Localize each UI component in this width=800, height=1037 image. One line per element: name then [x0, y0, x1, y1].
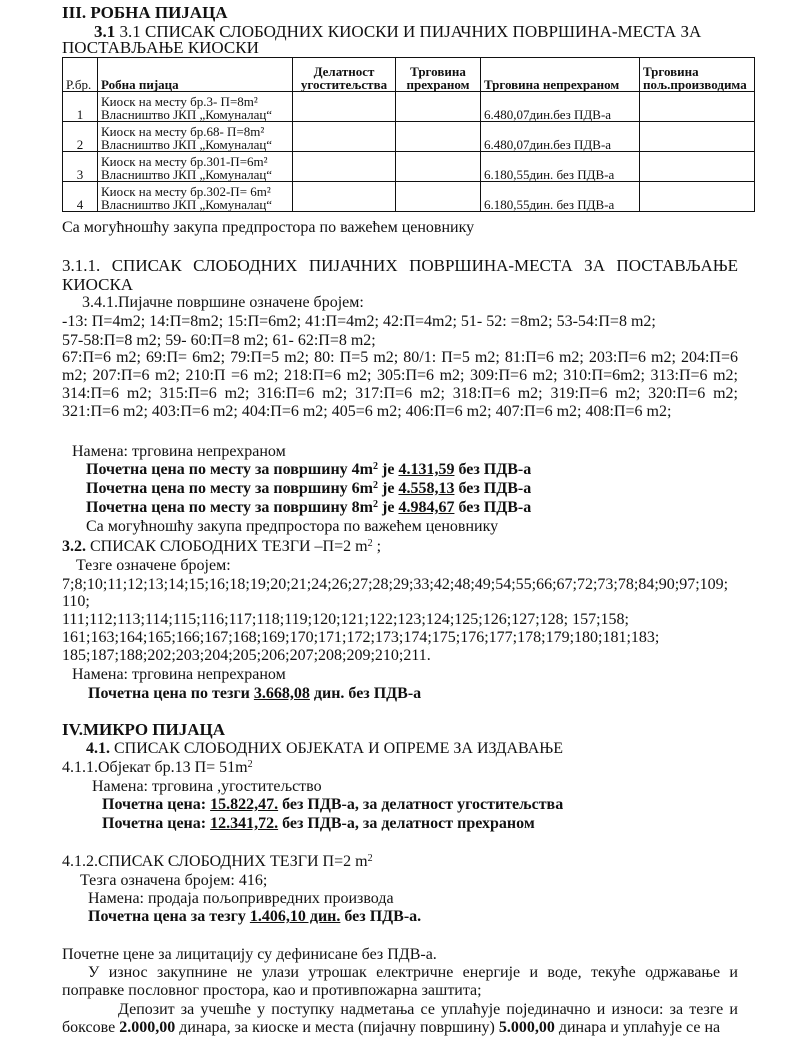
header-agri-trade: Трговина пољ.производима: [640, 58, 755, 92]
section-32-exp: 2: [367, 538, 373, 549]
purpose-agri: Намена: продаја пољопривредних производа: [88, 890, 394, 907]
section-412-text: 4.1.2.СПИСАК СЛОБОДНИХ ТЕЗГИ П=2 m: [62, 853, 368, 870]
price-food-value: 12.341,72.: [210, 815, 279, 832]
object-13-text: 4.1.1.Објекат бр.13 П= 51m: [62, 759, 248, 776]
price-6m2-suffix: без ПДВ-а: [454, 480, 532, 497]
section-412-title: [62, 852, 373, 871]
table-row: [63, 92, 755, 122]
paragraph-rent-line2: поправке пословног простора, као и противпожарна заштита;: [62, 982, 482, 999]
object-13: [62, 758, 253, 777]
deposit-text-3: динара и уплаћује се на: [554, 1019, 721, 1036]
row-cell-empty: [293, 182, 396, 212]
price-per-stall-value: 3.668,08: [253, 685, 310, 702]
row-cell-empty: [640, 152, 755, 182]
row-cell-empty: [293, 92, 396, 122]
section-32-text: СПИСАК СЛОБОДНИХ ТЕЗГИ –П=2 m: [90, 538, 368, 555]
stall-numbers-line: 110;: [62, 593, 90, 610]
header-catering: Делатност угоститељства: [293, 58, 396, 92]
price-8m2-value: 4.984,67: [398, 499, 455, 516]
price-catering-suffix: без ПДВ-а, за делатност угоститељства: [278, 796, 564, 813]
price-6m2-label: Почетна цена по месту за површину 6m: [86, 480, 373, 497]
section-31-title-line2: ПОСТАВЉАЊЕ КИОСКИ: [62, 38, 259, 57]
price-4m2-exp: 2: [373, 461, 378, 472]
section-412-exp: 2: [367, 853, 373, 864]
row-kiosk: Киоск на месту бр.3- П=8m²: [101, 94, 258, 109]
paragraph-deposit-line1: Депозит за учешће у поступку надметања се уплаћује појединачно и износи: за тезге и: [118, 1001, 738, 1018]
row-cell-empty: [396, 152, 481, 182]
row-cell-empty: [396, 182, 481, 212]
price-6m2-value: 4.558,13: [398, 480, 455, 497]
price-8m2-exp: 2: [373, 499, 378, 510]
row-cell-empty: [640, 92, 755, 122]
price-stall-agri: [88, 907, 421, 926]
table-header-row: [63, 58, 755, 92]
row-cell-empty: [640, 122, 755, 152]
section-311-title-line1: 3.1.1. СПИСАК СЛОБОДНИХ ПИЈАЧНИХ ПОВРШИНА-МЕСТА ЗА ПОСТАВЉАЊЕ: [62, 256, 738, 275]
row-num: 1: [63, 92, 98, 122]
price-4m2-label: Почетна цена по месту за површину 4m: [86, 461, 373, 478]
section-311-title-line2: КИОСКА: [62, 275, 134, 294]
section-32-number: 3.2.: [62, 538, 90, 555]
deposit-kiosk-amount: 5.000,00: [498, 1019, 555, 1036]
section-41-title: [86, 739, 563, 758]
price-8m2: [86, 498, 531, 517]
area-line: 314:П=6 m2; 315:П=6 m2; 316:П=6 m2; 317:П=6 m2; 318:П=6 m2; 319:П=6 m2; 320:П=6 m2;: [62, 385, 738, 402]
row-num: 4: [63, 182, 98, 212]
row-price: 6.180,55дин. без ПДВ-а: [481, 182, 640, 212]
section-3-title: III. РОБНА ПИЈАЦА: [62, 3, 228, 22]
purpose-nonfood: Намена: трговина непрехраном: [72, 443, 286, 460]
price-food-suffix: без ПДВ-а, за делатност прехраном: [278, 815, 535, 832]
deposit-text-1: боксове: [62, 1019, 120, 1036]
purpose-trade-catering: Намена: трговина ,угоститељство: [92, 778, 322, 795]
row-price: 6.480,07дин.без ПДВ-а: [481, 92, 640, 122]
price-stall-agri-suffix: без ПДВ-а.: [340, 908, 422, 925]
stalls-label: Тезге означене бројем:: [76, 557, 231, 574]
row-cell-empty: [396, 122, 481, 152]
price-stall-agri-value: 1.406,10 дин.: [249, 908, 341, 925]
kiosk-table: [62, 57, 755, 212]
section-41-text: СПИСАК СЛОБОДНИХ ОБЈЕКАТА И ОПРЕМЕ ЗА ИЗДАВАЊЕ: [114, 740, 563, 757]
stall-numbers-line: 161;163;164;165;166;167;168;169;170;171;172;173;174;175;176;177;178;179;180;181;183;: [62, 629, 660, 646]
deposit-stalls-amount: 2.000,00: [119, 1019, 176, 1036]
stall-numbers-line: 185;187;188;202;203;204;205;206;207;208;209;210;211.: [62, 647, 431, 664]
row-cell-empty: [293, 122, 396, 152]
row-cell-empty: [640, 182, 755, 212]
price-food: [102, 814, 535, 833]
row-price: 6.480,07дин.без ПДВ-а: [481, 122, 640, 152]
row-owner: Власништво ЈКП „Комуналац“: [101, 197, 273, 212]
forecourt-note: Са могућношћу закупа предпростора по важећем ценовнику: [86, 518, 499, 535]
header-num: Р.бр.: [63, 58, 98, 92]
row-num: 2: [63, 122, 98, 152]
paragraph-prices-note: Почетне цене за лицитацију су дефинисане без ПДВ-а.: [62, 946, 437, 963]
section-31-title-line1: 3.1 3.1 СПИСАК СЛОБОДНИХ КИОСКИ И ПИЈАЧНИХ ПОВРШИНА-МЕСТА ЗА: [94, 22, 702, 41]
price-6m2: [86, 479, 531, 498]
table-row: [63, 152, 755, 182]
purpose-nonfood-2: Намена: трговина непрехраном: [72, 666, 286, 683]
price-8m2-label: Почетна цена по месту за површину 8m: [86, 499, 373, 516]
row-owner: Власништво ЈКП „Комуналац“: [101, 167, 273, 182]
header-market: Робна пијаца: [98, 58, 293, 92]
price-per-stall-suffix: дин. без ПДВ-а: [309, 685, 422, 702]
price-6m2-exp: 2: [373, 480, 378, 491]
section-41-number: 4.1.: [86, 740, 114, 757]
area-line: 57-58:П=8 m2; 59- 60:П=8 m2; 61- 62:П=8 m2;: [62, 332, 376, 349]
row-kiosk: Киоск на месту бр.301-П=6m²: [101, 154, 268, 169]
price-4m2-je: је: [378, 461, 399, 478]
row-price: 6.180,55дин. без ПДВ-а: [481, 152, 640, 182]
area-line: -13: П=4m2; 14:П=8m2; 15:П=6m2; 41:П=4m2; 42:П=4m2; 51- 52: =8m2; 53-54:П=8 m2;: [62, 313, 656, 330]
price-stall-agri-label: Почетна цена за тезгу: [88, 908, 250, 925]
section-31-title-text: 3.1 СПИСАК СЛОБОДНИХ КИОСКИ И ПИЈАЧНИХ ПОВРШИНА-МЕСТА ЗА: [119, 22, 702, 41]
row-kiosk: Киоск на месту бр.302-П= 6m²: [101, 184, 271, 199]
area-line: m2; 207:П=6 m2; 210:П =6 m2; 218:П=6 m2; 305:П=6 m2; 309:П=6 m2; 310:П=6m2; 313:П=6 m2;: [62, 367, 738, 384]
price-4m2: [86, 460, 531, 479]
price-catering-value: 15.822,47.: [210, 796, 279, 813]
header-nonfood-trade: Трговина непрехраном: [481, 58, 640, 92]
price-8m2-je: је: [378, 499, 399, 516]
price-4m2-suffix: без ПДВ-а: [454, 461, 532, 478]
stall-416: Тезга означена бројем: 416;: [80, 872, 268, 889]
table-note: Са могућношћу закупа предпростора по важећем ценовнику: [62, 219, 475, 236]
price-6m2-je: је: [378, 480, 399, 497]
area-line: 67:П=6 m2; 69:П= 6m2; 79:П=5 m2; 80: П=5 m2; 80/1: П=5 m2; 81:П=6 m2; 203:П=6 m2; 204:П=6: [62, 349, 738, 366]
price-8m2-suffix: без ПДВ-а: [454, 499, 532, 516]
area-line: 321:П=6 m2; 403:П=6 m2; 404:П=6 m2; 405=6 m2; 406:П=6 m2; 407:П=6 m2; 408:П=6 m2;: [62, 403, 672, 420]
table-row: [63, 182, 755, 212]
row-cell-empty: [293, 152, 396, 182]
stall-numbers-line: 111;112;113;114;115;116;117;118;119;120;121;122;123;124;125;126;127;128; 157;158;: [62, 611, 629, 628]
price-4m2-value: 4.131,59: [398, 461, 455, 478]
price-catering: [102, 795, 563, 814]
section-341-label: 3.4.1.Пијачне површине означене бројем:: [82, 294, 364, 311]
row-owner: Власништво ЈКП „Комуналац“: [101, 137, 273, 152]
stall-numbers-line: 7;8;10;11;12;13;14;15;16;18;19;20;21;24;26;27;28;29;33;42;48;49;54;55;66;67;72;73;78;84;90;97;109;: [62, 576, 729, 593]
paragraph-deposit-line2: [62, 1018, 720, 1037]
price-per-stall: [88, 684, 421, 703]
deposit-text-2: динара, за киоске и места (пијачну површину): [175, 1019, 499, 1036]
table-row: [63, 122, 755, 152]
price-food-label: Почетна цена:: [102, 815, 211, 832]
row-kiosk: Киоск на месту бр.68- П=8m²: [101, 124, 265, 139]
row-num: 3: [63, 152, 98, 182]
section-32-suffix: ;: [372, 538, 382, 555]
price-per-stall-label: Почетна цена по тезги: [88, 685, 254, 702]
row-owner: Власништво ЈКП „Комуналац“: [101, 107, 273, 122]
row-cell-empty: [396, 92, 481, 122]
section-32-title: [62, 537, 381, 556]
price-catering-label: Почетна цена:: [102, 796, 211, 813]
section-4-title: IV.МИКРО ПИЈАЦА: [62, 720, 226, 739]
paragraph-rent-line1: У износ закупнине не улази утрошак електричне енергије и воде, текуће одржавање и: [88, 964, 738, 981]
header-food-trade: Трговина прехраном: [396, 58, 481, 92]
object-13-exp: 2: [247, 759, 253, 770]
